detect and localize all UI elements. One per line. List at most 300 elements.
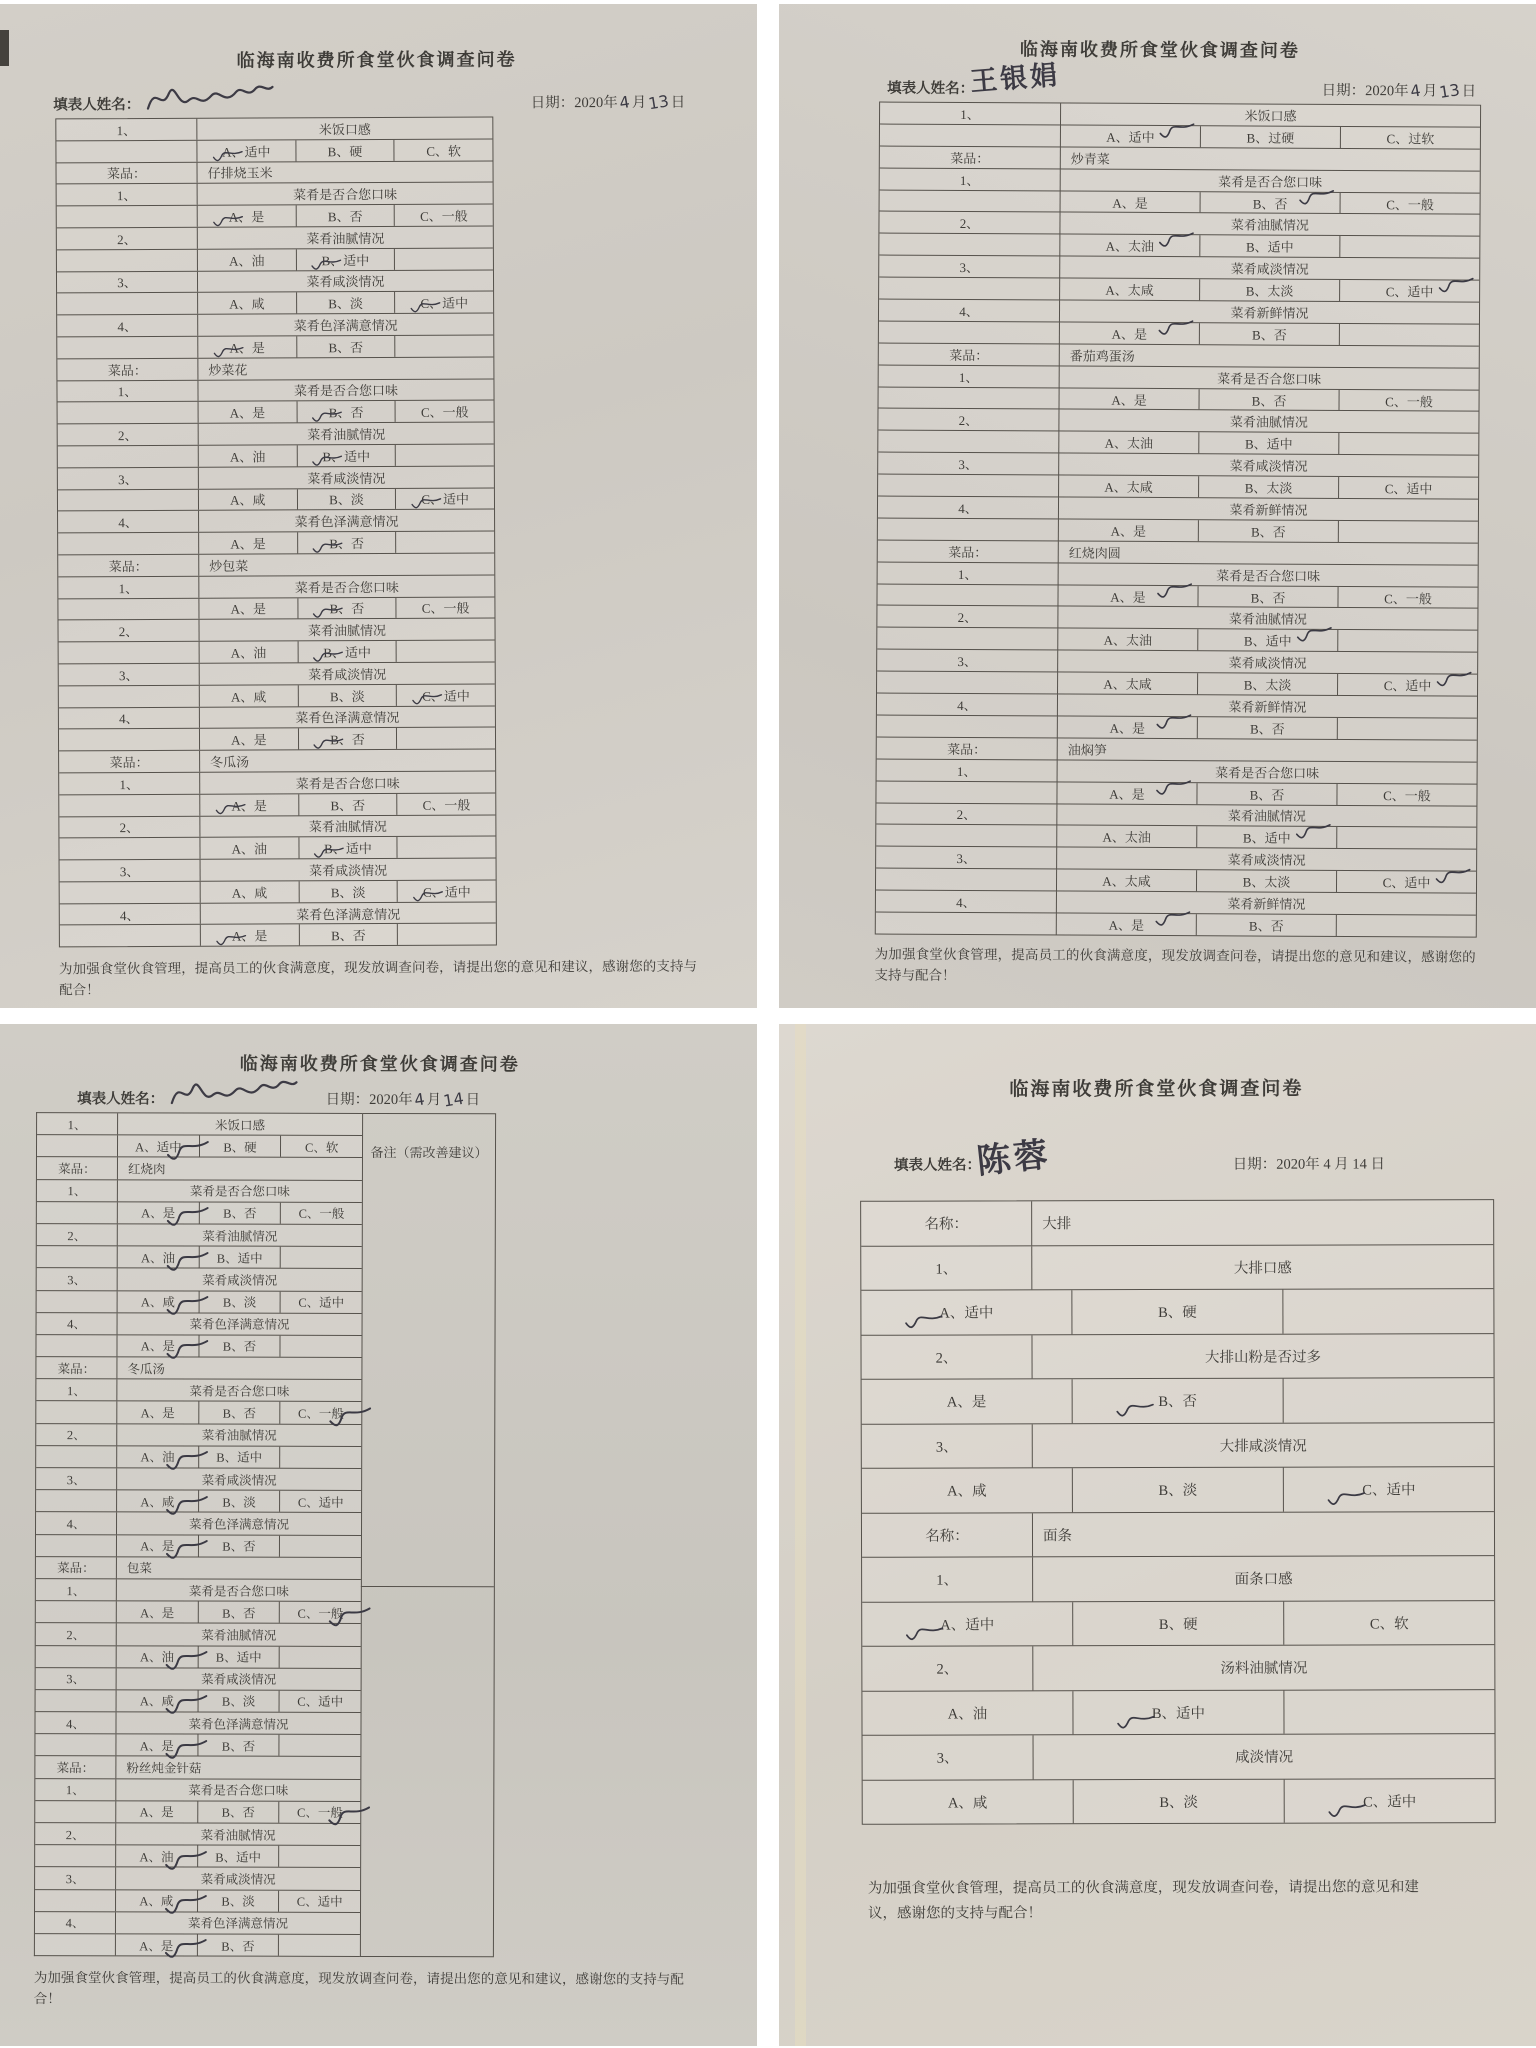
check-stroke (1115, 1714, 1155, 1731)
survey-row (59, 837, 495, 861)
option-label: A、太咸 (1103, 676, 1152, 693)
question-number-cell: 4、 (959, 303, 979, 320)
checkmark-icon (1297, 188, 1337, 212)
question-number-cell: 3、 (936, 1750, 959, 1767)
option-label: C、一般 (297, 1606, 344, 1621)
option-label: B、淡 (222, 1495, 256, 1510)
question-number-cell: 2、 (66, 1428, 86, 1443)
option-cell (862, 1379, 1072, 1423)
blank-cell (58, 489, 198, 510)
footer-note: 为加强食堂伙食管理，提高员工的伙食满意度，现发放调查问卷，请提出您的意见和建议，感谢您的支持与配合！ (33, 1970, 684, 2007)
option-cell (396, 597, 495, 618)
option-cell (1339, 390, 1479, 412)
dish-name-cell: 大排 (1031, 1200, 1493, 1245)
blank-cell (56, 141, 196, 162)
option-label: A、是 (229, 340, 265, 356)
survey-row (877, 650, 1477, 675)
option-cell (278, 1890, 360, 1911)
survey-row (58, 466, 494, 490)
dish-name-cell: 油焖笋 (1057, 738, 1477, 761)
option-cell (397, 924, 496, 945)
option-label: C、一般 (298, 1207, 345, 1222)
date-part: 月 (631, 94, 647, 111)
blank-cell (36, 1402, 116, 1423)
option-cell (199, 685, 298, 706)
blank-cell (57, 293, 197, 314)
question-number-cell: 1、 (66, 1384, 86, 1399)
option-label: B、硬 (1158, 1305, 1197, 1322)
option-cell (197, 1801, 279, 1822)
question-number-cell: 1、 (67, 1117, 87, 1132)
option-label: B、适中 (216, 1251, 263, 1266)
blank-cell (879, 234, 1059, 256)
option-cell (394, 139, 493, 160)
survey-row (879, 300, 1479, 325)
option-cell (279, 1691, 361, 1712)
survey-row (60, 880, 496, 904)
option-label: B、淡 (328, 296, 363, 312)
option-label: B、适中 (324, 841, 372, 857)
blank-cell (35, 1890, 115, 1911)
option-label: A、是 (139, 1805, 174, 1820)
questionnaire-scan-bottom-right (779, 1024, 1536, 2046)
survey-row (876, 803, 1476, 828)
date-part: 日期：2020年 (1232, 1156, 1320, 1173)
option-label: A、咸 (231, 885, 268, 901)
survey-row (878, 497, 1478, 522)
survey-row (36, 1490, 361, 1513)
survey-row (877, 694, 1477, 719)
option-label: B、否 (222, 1340, 257, 1355)
option-label: A、油 (140, 1450, 175, 1465)
question-cell: 菜肴咸淡情况 (198, 466, 494, 488)
question-cell: 菜肴是否合您口味 (197, 183, 493, 205)
option-cell (395, 532, 494, 553)
question-number-cell: 1、 (119, 776, 139, 792)
date-part: 日期：2020年 (1321, 82, 1409, 100)
option-label: C、一般 (421, 601, 470, 617)
question-cell: 菜肴色泽满意情况 (197, 314, 493, 336)
option-label: B、否 (1249, 787, 1285, 803)
option-cell (116, 1335, 198, 1356)
survey-row (36, 1646, 361, 1669)
option-label: A、是 (139, 1739, 174, 1754)
date-part: 日 (670, 94, 686, 111)
option-label: A、咸 (229, 296, 265, 312)
option-cell (862, 1468, 1072, 1512)
option-cell (397, 880, 496, 901)
question-number-cell: 4、 (956, 894, 976, 911)
survey-row (878, 453, 1478, 478)
checkmark-icon (1436, 276, 1476, 300)
option-cell (115, 1735, 197, 1756)
question-number-cell: 1、 (956, 763, 977, 779)
survey-row (35, 1712, 360, 1735)
survey-row (35, 1845, 360, 1868)
question-number-cell: 3、 (66, 1672, 86, 1687)
option-label: C、一般 (420, 404, 469, 421)
option-cell (1336, 827, 1476, 849)
survey-row (57, 292, 493, 316)
survey-row (58, 597, 494, 621)
option-label: C、适中 (1382, 875, 1431, 891)
question-cell: 菜肴油腻情况 (115, 1823, 360, 1845)
option-cell (1198, 520, 1338, 542)
survey-row (57, 205, 493, 229)
question-cell: 菜肴油腻情况 (198, 423, 494, 445)
blank-cell (36, 1446, 116, 1467)
checkmark-icon (1155, 581, 1195, 605)
question-number-cell: 1、 (116, 188, 137, 204)
question-cell: 菜肴是否合您口味 (198, 575, 494, 597)
option-cell (279, 1535, 361, 1556)
survey-row (878, 431, 1478, 456)
date-part: 日期：2020年 (530, 94, 618, 112)
option-label: B、否 (221, 1805, 255, 1821)
question-cell: 菜肴是否合您口味 (115, 1779, 360, 1801)
option-cell (116, 1601, 198, 1622)
survey-row (59, 793, 495, 817)
option-cell (280, 1336, 362, 1357)
blank-cell (36, 1490, 116, 1511)
survey-row (878, 562, 1478, 587)
question-number-cell: 1、 (65, 1783, 85, 1798)
question-number-cell: 1、 (935, 1261, 958, 1278)
option-label: A、是 (230, 536, 266, 552)
option-cell (298, 924, 397, 945)
survey-table-with-remarks (34, 1112, 496, 1957)
survey-row (37, 1291, 362, 1314)
option-cell (394, 248, 493, 269)
option-cell (296, 336, 395, 357)
date-part: 13 (647, 91, 671, 114)
check-stroke (1326, 1491, 1366, 1508)
question-cell: 菜肴咸淡情况 (1059, 257, 1479, 280)
option-cell (1072, 1379, 1283, 1423)
option-label: B、适中 (215, 1850, 262, 1865)
option-label: B、淡 (1158, 1483, 1198, 1500)
option-label: B、太淡 (1242, 874, 1291, 890)
form-header (887, 59, 1477, 102)
question-cell: 菜肴是否合您口味 (116, 1579, 361, 1601)
question-cell: 咸淡情况 (1033, 1734, 1495, 1779)
signature-text: 王银娟 (969, 59, 1062, 97)
option-cell (199, 729, 298, 750)
option-label: B、适中 (322, 448, 371, 465)
question-number-cell: 1、 (960, 106, 980, 123)
option-cell (1200, 192, 1340, 214)
survey-row (59, 641, 495, 665)
question-number-cell: 3、 (119, 864, 140, 880)
option-cell (297, 685, 396, 706)
dish-label-cell: 菜品： (109, 755, 149, 771)
option-label: A、适中 (939, 1305, 994, 1322)
option-label: A、是 (1112, 195, 1148, 211)
survey-row (876, 869, 1476, 894)
survey-row (35, 1779, 360, 1802)
question-cell: 菜肴咸淡情况 (199, 662, 495, 684)
survey-table (875, 102, 1481, 938)
option-cell (1283, 1378, 1494, 1422)
blank-cell (60, 882, 200, 903)
survey-row (37, 1157, 362, 1180)
question-cell: 菜肴是否合您口味 (1058, 563, 1478, 586)
survey-row (37, 1313, 362, 1336)
date-part: 14 (442, 1088, 466, 1111)
option-label: B、淡 (1159, 1794, 1199, 1811)
option-label: B、否 (328, 339, 364, 356)
option-label: C、一般 (1386, 196, 1434, 212)
checkmark-icon (1327, 1802, 1367, 1824)
blank-cell (880, 190, 1060, 212)
survey-row (878, 409, 1478, 434)
question-cell: 菜肴油腻情况 (198, 619, 494, 641)
question-cell: 菜肴色泽满意情况 (116, 1513, 361, 1535)
survey-row (36, 1446, 361, 1469)
question-cell: 菜肴咸淡情况 (200, 859, 496, 881)
survey-row (57, 270, 493, 294)
remarks-column (360, 1113, 496, 1957)
survey-row (876, 847, 1476, 872)
option-label: A、咸 (230, 492, 266, 509)
option-label: B、淡 (221, 1894, 255, 1909)
check-stroke (903, 1314, 943, 1331)
question-number-cell: 4、 (67, 1317, 86, 1332)
question-number-cell: 1、 (67, 1184, 87, 1199)
option-cell (199, 641, 298, 662)
survey-row (35, 1757, 360, 1780)
checkmark-icon (1153, 910, 1193, 934)
survey-row (863, 1779, 1495, 1824)
option-cell (198, 1402, 280, 1423)
question-number-cell: 4、 (119, 907, 140, 923)
option-cell (280, 1402, 362, 1423)
option-label: B、否 (330, 732, 365, 748)
question-cell: 菜肴油腻情况 (116, 1624, 361, 1646)
survey-row (862, 1467, 1494, 1513)
check-stroke (1327, 1802, 1367, 1819)
survey-row (58, 444, 494, 468)
footer-note: 为加强食堂伙食管理，提高员工的伙食满意度，现发放调查问卷，请提出您的意见和建议，感谢您的支持与配合！ (874, 946, 1476, 983)
date-part: 4 (618, 92, 632, 113)
survey-row (58, 575, 494, 599)
option-label: B、太淡 (1243, 677, 1292, 693)
question-number-cell: 3、 (117, 275, 137, 291)
option-label: B、适中 (1244, 436, 1293, 453)
question-cell: 菜肴是否合您口味 (117, 1180, 362, 1202)
blank-cell (57, 206, 197, 227)
survey-row (37, 1202, 362, 1225)
date-part: 14 (1348, 1156, 1371, 1173)
form-header (53, 91, 685, 115)
option-cell (197, 1735, 279, 1756)
option-label: C、软 (426, 143, 461, 159)
blank-cell (59, 794, 199, 815)
option-label: B、适中 (1245, 239, 1294, 255)
survey-row (57, 357, 493, 381)
option-cell (198, 402, 297, 423)
option-cell (198, 1535, 280, 1556)
survey-row (880, 146, 1480, 171)
question-number-cell: 1、 (116, 122, 137, 139)
question-cell: 大排山粉是否过多 (1031, 1334, 1493, 1379)
option-label: B、否 (1251, 393, 1287, 409)
option-label: B、否 (1252, 195, 1288, 212)
question-cell: 菜肴色泽满意情况 (200, 902, 496, 924)
survey-row (59, 771, 495, 795)
option-cell (199, 838, 298, 859)
option-cell (279, 1491, 361, 1512)
option-cell (1337, 630, 1477, 652)
checkmark-icon (1157, 122, 1197, 146)
survey-row (879, 321, 1479, 346)
dish-label-cell: 菜品： (108, 558, 148, 575)
option-cell (1283, 1601, 1494, 1645)
option-label: A、咸 (947, 1795, 988, 1812)
dish-name-cell: 红烧肉 (117, 1158, 362, 1180)
option-label: C、适中 (420, 295, 469, 312)
option-label: B、太淡 (1244, 480, 1293, 496)
option-cell (198, 489, 297, 510)
survey-table (34, 1112, 362, 1957)
survey-row (57, 379, 493, 403)
question-cell: 菜肴油腻情况 (1058, 410, 1478, 433)
option-cell (1058, 432, 1198, 454)
option-cell (116, 1402, 198, 1423)
question-cell: 菜肴油腻情况 (1056, 804, 1476, 827)
option-cell (279, 1802, 361, 1823)
option-label: B、否 (1250, 590, 1286, 606)
question-cell: 菜肴油腻情况 (1059, 213, 1479, 236)
question-number-cell: 2、 (119, 820, 140, 836)
date-part: 4 (1409, 80, 1423, 101)
blank-cell (877, 584, 1057, 606)
filler-name-label: 填表人姓名： (77, 1091, 165, 1108)
option-cell (1196, 783, 1336, 805)
blank-cell (879, 387, 1059, 409)
question-number-cell: 3、 (957, 654, 977, 670)
question-cell: 菜肴咸淡情况 (197, 270, 493, 292)
blank-cell (876, 781, 1056, 803)
date-field (531, 91, 686, 113)
option-label: A、太油 (1103, 633, 1153, 649)
questionnaire-form (779, 1024, 1536, 2046)
survey-row (59, 684, 495, 708)
question-number-cell: 3、 (118, 471, 138, 487)
checkmark-icon (1433, 867, 1473, 891)
option-label: C、适中 (422, 884, 471, 900)
questionnaire-form (779, 4, 1536, 1008)
option-label: C、一般 (297, 1806, 343, 1821)
signature-scribble (160, 1070, 308, 1116)
blank-cell (876, 912, 1056, 934)
questionnaire-scan-bottom-left (0, 1024, 757, 2046)
survey-row (37, 1135, 362, 1158)
option-cell (1338, 521, 1478, 543)
option-label: B、淡 (330, 884, 366, 900)
option-cell (1337, 587, 1477, 609)
option-cell (1056, 826, 1196, 848)
survey-row (879, 365, 1479, 390)
dish-name-cell: 炒菜花 (197, 357, 493, 379)
question-cell: 菜肴是否合您口味 (1060, 169, 1480, 192)
option-label: A、是 (141, 1206, 176, 1221)
option-label: A、咸 (230, 689, 267, 705)
form-header (77, 1087, 480, 1109)
survey-row (59, 815, 495, 839)
question-number-cell: 2、 (957, 610, 978, 626)
question-cell: 菜肴色泽满意情况 (199, 706, 495, 728)
question-number-cell: 1、 (936, 1572, 959, 1589)
blank-cell (877, 672, 1057, 694)
option-cell (1336, 784, 1476, 806)
option-label: B、否 (221, 1739, 256, 1754)
option-label: A、是 (140, 1539, 175, 1554)
signature-handwriting (160, 1070, 310, 1118)
blank-cell (58, 598, 198, 619)
blank-cell (36, 1646, 116, 1667)
form-title: 临海南收费所食堂伙食调查问卷 (236, 49, 517, 71)
option-label: A、咸 (139, 1894, 174, 1909)
option-label: A、咸 (139, 1694, 174, 1709)
survey-row (58, 488, 494, 512)
question-number-cell: 2、 (117, 231, 137, 248)
survey-row (58, 423, 494, 447)
question-cell: 菜肴新鲜情况 (1059, 300, 1479, 323)
survey-row (862, 1378, 1494, 1424)
option-label: A、太咸 (1102, 873, 1151, 890)
option-label: C、一般 (1383, 787, 1431, 803)
option-label: A、是 (231, 928, 268, 945)
question-cell: 菜肴咸淡情况 (115, 1868, 360, 1890)
question-cell: 菜肴新鲜情况 (1057, 695, 1477, 718)
date-part: 日 (1461, 83, 1477, 100)
option-cell (197, 249, 296, 270)
option-label: C、适中 (1363, 1794, 1417, 1811)
option-cell (198, 445, 297, 466)
blank-cell (35, 1801, 115, 1822)
option-label: A、是 (140, 1606, 175, 1621)
option-label: A、咸 (140, 1495, 175, 1510)
option-cell (295, 205, 394, 226)
option-cell (197, 1846, 279, 1867)
date-part: 月 (426, 1092, 442, 1109)
checkmark-icon (904, 1626, 944, 1648)
question-number-cell: 3、 (67, 1273, 87, 1288)
option-cell (1339, 280, 1479, 302)
option-cell (115, 1934, 197, 1955)
option-cell (279, 1735, 361, 1756)
survey-row (58, 532, 494, 556)
option-label: C、适中 (297, 1495, 344, 1510)
dish-label-cell: 菜品： (950, 150, 990, 166)
option-label: A、是 (1109, 786, 1145, 802)
option-cell (1073, 1779, 1284, 1823)
option-label: A、油 (139, 1650, 175, 1665)
option-cell (198, 1202, 280, 1223)
option-label: A、是 (231, 732, 267, 748)
date-field (1322, 79, 1477, 101)
survey-row (877, 606, 1477, 631)
survey-row (863, 1734, 1495, 1780)
question-cell: 菜肴咸淡情况 (1058, 454, 1478, 477)
question-number-cell: 4、 (117, 319, 137, 335)
remarks-header: 备注（需改善建议） (370, 1144, 488, 1161)
option-cell (199, 1136, 281, 1157)
option-label: A、是 (230, 601, 267, 618)
signature-scribble (136, 75, 284, 122)
option-cell (1282, 1289, 1493, 1333)
